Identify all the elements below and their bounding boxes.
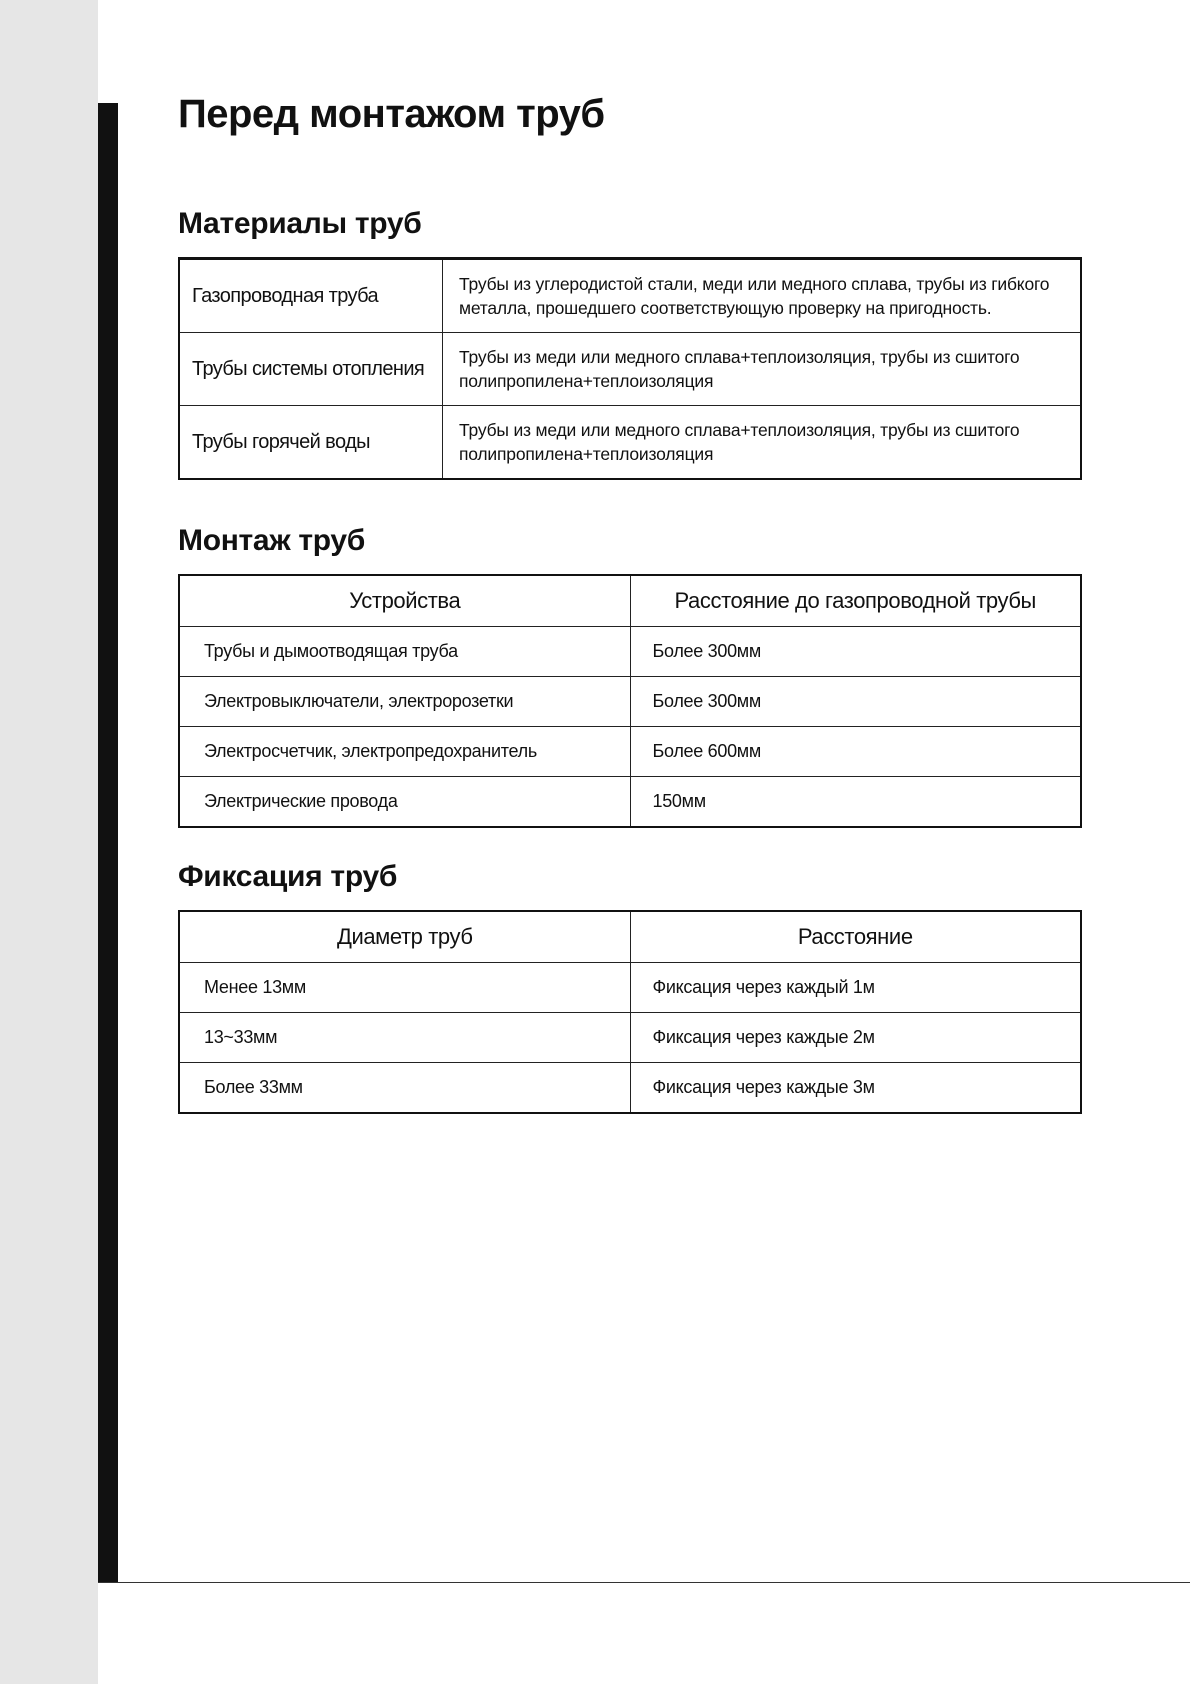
table-header-row: [179, 911, 1081, 963]
mounting-table: [178, 574, 1082, 828]
spacing-cell: Фиксация через каждые 3м: [630, 1063, 1081, 1114]
diameter-cell: Менее 13мм: [179, 963, 630, 1013]
material-description: Трубы из меди или медного сплава+теплоизоляция, трубы из сшитого полипропилена+теплоизоляция: [443, 333, 1082, 406]
diameter-cell: 13~33мм: [179, 1013, 630, 1063]
table-row: [179, 1013, 1081, 1063]
material-name: Газопроводная труба: [179, 259, 443, 333]
spacing-cell: Фиксация через каждые 2м: [630, 1013, 1081, 1063]
distance-cell: Более 600мм: [630, 727, 1081, 777]
materials-title: Материалы труб: [178, 207, 422, 240]
distance-cell: Более 300мм: [630, 677, 1081, 727]
column-header: Устройства: [179, 575, 630, 627]
device-cell: Трубы и дымоотводящая труба: [179, 627, 630, 677]
table-row: [179, 963, 1081, 1013]
table-row: [179, 727, 1081, 777]
diameter-cell: Более 33мм: [179, 1063, 630, 1114]
material-description: Трубы из меди или медного сплава+теплоизоляция, трубы из сшитого полипропилена+теплоизоляция: [443, 406, 1082, 480]
distance-cell: Более 300мм: [630, 627, 1081, 677]
device-cell: Электровыключатели, электророзетки: [179, 677, 630, 727]
materials-table: [178, 257, 1082, 480]
table-header-row: [179, 575, 1081, 627]
spacing-cell: Фиксация через каждый 1м: [630, 963, 1081, 1013]
device-cell: Электрические провода: [179, 777, 630, 828]
column-header: Диаметр труб: [179, 911, 630, 963]
material-name: Трубы горячей воды: [179, 406, 443, 480]
table-row: [179, 333, 1081, 406]
column-header: Расстояние до газопроводной трубы: [630, 575, 1081, 627]
table-row: [179, 777, 1081, 828]
mounting-title: Монтаж труб: [178, 524, 365, 557]
table-row: [179, 677, 1081, 727]
table-row: [179, 627, 1081, 677]
page-title: Перед монтажом труб: [178, 92, 605, 136]
margin-bar: [98, 103, 118, 1583]
table-row: [179, 259, 1081, 333]
bottom-rule: [98, 1582, 1190, 1583]
table-row: [179, 1063, 1081, 1114]
fixing-title: Фиксация труб: [178, 860, 398, 893]
material-name: Трубы системы отопления: [179, 333, 443, 406]
distance-cell: 150мм: [630, 777, 1081, 828]
column-header: Расстояние: [630, 911, 1081, 963]
table-row: [179, 406, 1081, 480]
page-margin: [0, 0, 98, 1684]
material-description: Трубы из углеродистой стали, меди или медного сплава, трубы из гибкого металла, прошедшего соответствующую проверку на пригодность.: [443, 259, 1082, 333]
device-cell: Электросчетчик, электропредохранитель: [179, 727, 630, 777]
fixing-table: [178, 910, 1082, 1114]
